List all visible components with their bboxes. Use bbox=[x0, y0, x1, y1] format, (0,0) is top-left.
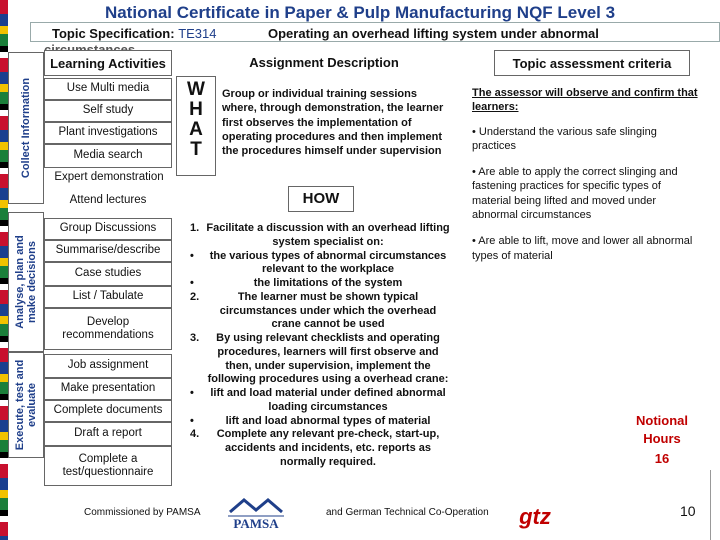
what-box bbox=[176, 76, 216, 176]
header-criteria: Topic assessment criteria bbox=[494, 50, 690, 76]
page-title: National Certificate in Paper & Pulp Manufacturing NQF Level 3 bbox=[104, 3, 616, 22]
step-text: The learner must be shown typical circumstances under which the overhead crane cannot be used bbox=[219, 290, 437, 331]
step-text: lift and load abnormal types of material bbox=[225, 414, 431, 427]
step-item bbox=[190, 415, 452, 429]
criteria-item: • Are able to lift, move and lower all abnormal types of material bbox=[472, 235, 693, 262]
step-marker: • bbox=[190, 387, 194, 399]
activity-item: Expert demonstration bbox=[44, 168, 174, 188]
step-text: the various types of abnormal circumstances relevant to the workplace bbox=[209, 249, 447, 276]
footer-partner: and German Technical Co-Operation bbox=[326, 507, 489, 518]
activity-item: Plant investigations bbox=[44, 122, 172, 144]
what-letter: A bbox=[189, 119, 203, 140]
step-marker: 4. bbox=[190, 428, 200, 441]
criteria-intro: The assessor will observe and confirm that learners: bbox=[472, 87, 698, 114]
side-label-analyse bbox=[8, 212, 44, 352]
side-label-execute-text: Execute, test and evaluate bbox=[13, 359, 38, 451]
header-description: Assignment Description bbox=[226, 50, 422, 76]
activity-item: Case studies bbox=[44, 262, 172, 286]
step-marker: • bbox=[190, 277, 194, 289]
activity-item: List / Tabulate bbox=[44, 286, 172, 308]
notional-hours bbox=[624, 412, 700, 469]
what-letter: W bbox=[187, 79, 205, 100]
step-text: Complete any relevant pre-check, start-up, accidents and incidents, etc. reports as normally required. bbox=[216, 428, 440, 468]
criteria-item: • Are able to apply the correct slinging and fastening practices for specific types of material being lifted and moved under abnormal circumstances bbox=[472, 166, 678, 222]
activity-item: Attend lectures bbox=[44, 190, 172, 212]
step-marker: • bbox=[190, 414, 194, 427]
side-label-collect-text: Collect Information bbox=[19, 77, 32, 179]
notional-hours-value: 16 bbox=[654, 451, 670, 467]
activity-item: Job assignment bbox=[44, 354, 172, 378]
how-steps bbox=[190, 222, 452, 470]
side-label-analyse-text: Analyse, plan and make decisions bbox=[13, 235, 38, 329]
gtz-logo bbox=[510, 500, 560, 532]
footer-commissioned: Commissioned by PAMSA bbox=[84, 507, 201, 518]
side-label-collect bbox=[8, 52, 44, 204]
step-item bbox=[190, 428, 452, 469]
what-letter: H bbox=[189, 99, 203, 120]
step-item bbox=[190, 222, 452, 250]
activity-item: Complete a test/questionnaire bbox=[44, 446, 172, 486]
activity-item: Group Discussions bbox=[44, 218, 172, 240]
activity-item: Complete documents bbox=[44, 400, 172, 422]
gtz-logo-text: gtz bbox=[519, 504, 551, 529]
step-marker: 3. bbox=[190, 332, 200, 344]
step-marker: 2. bbox=[190, 290, 200, 303]
pamsa-logo bbox=[222, 496, 290, 536]
step-marker: • bbox=[190, 249, 194, 262]
step-text: Facilitate a discussion with an overhead lifting system specialist on: bbox=[206, 222, 450, 248]
header-activities: Learning Activities bbox=[44, 50, 172, 76]
step-text: lift and load material under defined abnormal loading circumstances bbox=[210, 387, 446, 413]
activity-item: Use Multi media bbox=[44, 78, 172, 100]
side-label-execute bbox=[8, 352, 44, 458]
notional-label: Notional Hours bbox=[636, 413, 688, 447]
page-number: 10 bbox=[680, 503, 696, 519]
step-marker: 1. bbox=[190, 222, 200, 234]
topic-code: TE314 bbox=[178, 26, 217, 41]
step-item bbox=[190, 387, 452, 415]
decorative-stripe bbox=[0, 0, 8, 540]
pamsa-logo-text: PAMSA bbox=[233, 516, 279, 531]
decorative-edge bbox=[710, 470, 720, 540]
what-description: Group or individual training sessions where, through demonstration, the learner first observes the implementation of operating procedures and then implement the procedures himself under supervision bbox=[222, 88, 444, 158]
criteria-item: • Understand the various safe slinging practices bbox=[472, 125, 657, 152]
step-item bbox=[190, 250, 452, 278]
activity-item: Develop recommendations bbox=[44, 308, 172, 350]
step-item bbox=[190, 291, 452, 332]
how-box: HOW bbox=[288, 186, 354, 212]
topic-label bbox=[52, 26, 217, 41]
step-item bbox=[190, 332, 452, 387]
activity-item: Draft a report bbox=[44, 422, 172, 446]
step-text: By using relevant checklists and operating procedures, learners will first observe and then, under supervision, implement the following procedures using a overhead crane: bbox=[207, 332, 449, 386]
activity-item: Self study bbox=[44, 100, 172, 122]
step-item bbox=[190, 277, 452, 291]
activity-item: Summarise/describe bbox=[44, 240, 172, 262]
activity-item: Make presentation bbox=[44, 378, 172, 400]
what-letter: T bbox=[190, 139, 202, 160]
topic-label-text: Topic Specification: bbox=[52, 26, 175, 41]
activity-item: Media search bbox=[44, 144, 172, 168]
topic-name: Operating an overhead lifting system under abnormal bbox=[268, 26, 599, 41]
assessment-criteria bbox=[472, 86, 702, 275]
step-text: the limitations of the system bbox=[253, 277, 403, 289]
